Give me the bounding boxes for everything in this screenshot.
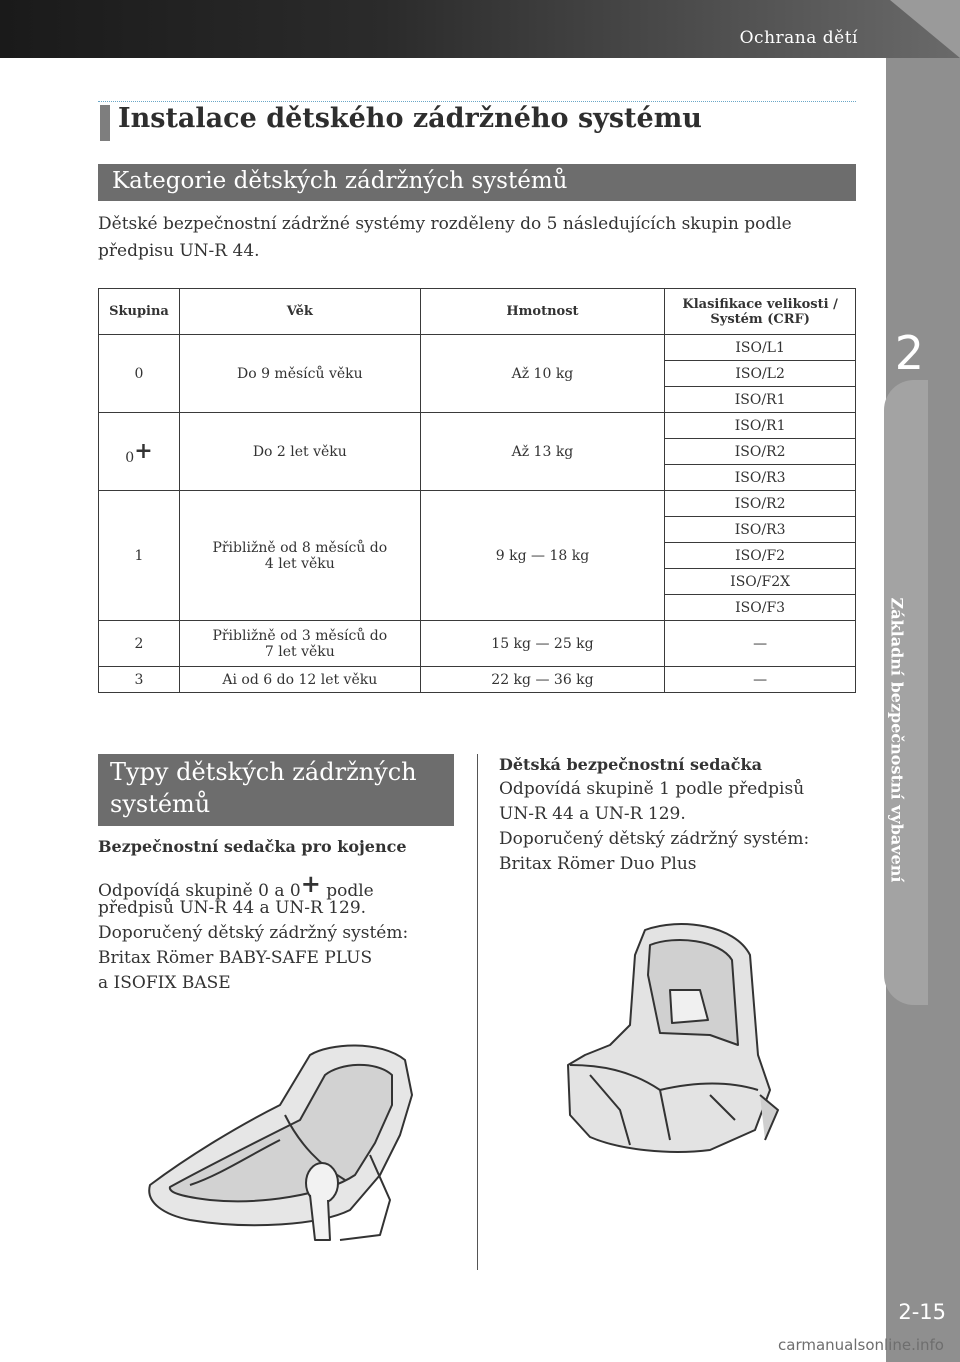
cell-class: ISO/F2 <box>665 543 856 569</box>
categories-title: Kategorie dětských zádržných systémů <box>112 168 568 194</box>
cell-class: ISO/L1 <box>665 335 856 361</box>
cell-weight: Až 13 kg <box>420 413 665 491</box>
header-age: Věk <box>179 289 420 335</box>
header-group: Skupina <box>99 289 180 335</box>
column-divider <box>477 754 478 1270</box>
table-header-row <box>99 289 856 335</box>
chapter-number: 2 <box>894 326 924 380</box>
cell-age: Do 2 let věku <box>179 413 420 491</box>
infant-text-a: Odpovídá skupině 0 a 0 <box>98 881 301 901</box>
table-row <box>99 667 856 693</box>
categories-intro: Dětské bezpečnostní zádržné systémy rozděleny do 5 následujících skupin podle předpisu UN-R 44. <box>98 214 792 261</box>
child-seat-illustration <box>560 915 780 1165</box>
cell-age: Přibližně od 3 měsíců do 7 let věku <box>179 621 420 667</box>
child-seat-text: Odpovídá skupině 1 podle předpisů UN-R 44 a UN-R 129. Doporučený dětský zádržný systém: Britax Römer Duo Plus <box>499 779 810 874</box>
cell-class: ISO/R3 <box>665 517 856 543</box>
table-row <box>99 621 856 667</box>
table-row <box>99 491 856 517</box>
table-row <box>99 413 856 439</box>
cell-weight: Až 10 kg <box>420 335 665 413</box>
cell-class: ISO/R1 <box>665 413 856 439</box>
group-label: 0 <box>125 449 135 466</box>
header-title: Ochrana dětí <box>739 28 858 48</box>
cell-class: — <box>665 621 856 667</box>
cell-weight: 9 kg — 18 kg <box>420 491 665 621</box>
cell-class: ISO/R2 <box>665 491 856 517</box>
categories-table <box>98 288 856 693</box>
cell-weight: 15 kg — 25 kg <box>420 621 665 667</box>
cell-class: ISO/L2 <box>665 361 856 387</box>
cell-class: ISO/R3 <box>665 465 856 491</box>
cell-group: 3 <box>99 667 180 693</box>
title-accent-bar <box>100 105 110 141</box>
cell-age: Do 9 měsíců věku <box>179 335 420 413</box>
cell-group <box>99 413 180 491</box>
watermark: carmanualsonline.info <box>778 1336 944 1354</box>
cell-group: 2 <box>99 621 180 667</box>
table-row <box>99 335 856 361</box>
cell-group: 1 <box>99 491 180 621</box>
chapter-title: Základní bezpečnostní vybavení <box>887 597 907 883</box>
cell-class: ISO/F2X <box>665 569 856 595</box>
cell-class: ISO/R2 <box>665 439 856 465</box>
cell-class: ISO/F3 <box>665 595 856 621</box>
dotted-rule <box>98 101 856 102</box>
cell-weight: 22 kg — 36 kg <box>420 667 665 693</box>
header-weight: Hmotnost <box>420 289 665 335</box>
header-class: Klasifikace velikosti / Systém (CRF) <box>665 289 856 335</box>
types-title: Typy dětských zádržných systémů <box>110 758 417 818</box>
cell-age: Přibližně od 8 měsíců do 4 let věku <box>179 491 420 621</box>
infant-seat-heading: Bezpečnostní sedačka pro kojence <box>98 837 407 856</box>
infant-seat-text: předpisů UN-R 44 a UN-R 129. Doporučený dětský zádržný systém: Britax Römer BABY-SAFE PLUS a ISOFIX BASE <box>98 898 409 993</box>
infant-text-b: podle <box>320 881 374 901</box>
section-title: Instalace dětského zádržného systému <box>118 103 702 134</box>
cell-group: 0 <box>99 335 180 413</box>
cell-class: ISO/R1 <box>665 387 856 413</box>
page-number: 2-15 <box>898 1300 946 1324</box>
plus-mark: + <box>300 869 321 898</box>
plus-mark: + <box>134 437 153 464</box>
cell-age: Ai od 6 do 12 let věku <box>179 667 420 693</box>
cell-class: — <box>665 667 856 693</box>
infant-carrier-illustration <box>130 1035 420 1245</box>
child-seat-heading: Dětská bezpečnostní sedačka <box>499 755 762 774</box>
